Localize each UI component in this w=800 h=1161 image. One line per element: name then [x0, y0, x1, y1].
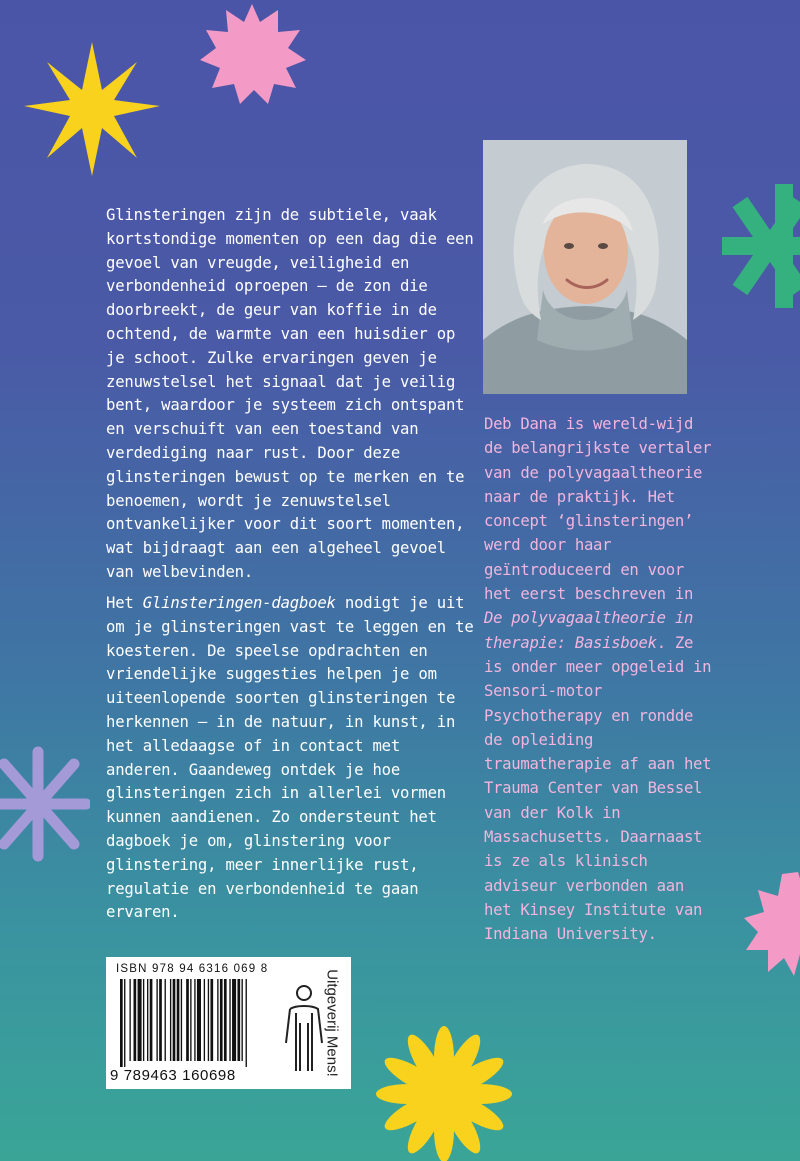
barcode-bar	[170, 979, 171, 1061]
yellow-star-icon	[22, 40, 162, 180]
barcode-bar	[181, 979, 182, 1061]
barcode-bar	[242, 979, 243, 1061]
yellow-flower-icon	[374, 1024, 514, 1161]
barcode-bar	[173, 979, 176, 1061]
barcode-bar	[229, 979, 230, 1061]
barcode-bar	[210, 979, 213, 1061]
author-portrait	[483, 140, 687, 394]
barcode-bar	[156, 979, 157, 1061]
barcode-bar	[129, 979, 130, 1061]
pink-burst-right-icon	[742, 870, 800, 980]
barcode-bars	[120, 979, 280, 1067]
paragraph-2-rest: nodigt je uit om je glinsteringen vast te leggen en te koesteren. De speelse opdrachten en vriendelijke suggesties helpen je om uiteenlopende soorten glinsteringen te herkennen — in de natuur, in kunst, in het alledaagse of in contact met anderen. Gaandeweg ontdek je hoe glinsteringen zich in allerlei vormen kunnen aandienen. Zo ondersteunt het dagboek je om, glinstering voor glinstering, meer innerlijke rust, regulatie en verbondenheid te gaan ervaren.	[106, 594, 474, 922]
barcode-bar	[134, 979, 137, 1061]
barcode-bar	[147, 979, 148, 1061]
author-bio	[484, 412, 720, 947]
barcode-bar	[220, 979, 223, 1061]
bio-book-title: De polyvagaaltheorie in therapie: Basisboek	[484, 609, 694, 652]
barcode-bar	[138, 979, 142, 1061]
barcode-bar	[190, 979, 191, 1061]
lilac-asterisk-icon	[0, 746, 90, 862]
description-paragraph-1: Glinsteringen zijn de subtiele, vaak kortstondige momenten op een dag die een gevoel van vreugde, veiligheid en verbondenheid oproepen — de zon die doorbreekt, de geur van koffie in de ochtend, de warmte van een huisdier op je schoot. Zulke ervaringen geven je zenuwstelsel het signaal dat je veilig bent, waardoor je systeem zich ontspant en verschuift van een toestand van verdediging naar rust. Door deze glinsteringen bewust op te merken en te benoemen, wordt je zenuwstelsel ontvankelijker voor dit soort momenten, wat bijdraagt aan een algeheel gevoel van welbevinden.	[106, 206, 474, 581]
human-figure-logo-icon	[282, 983, 326, 1075]
isbn-digits: 9 789463 160698	[110, 1067, 236, 1084]
barcode-panel	[106, 957, 351, 1089]
barcode-bar	[177, 979, 180, 1061]
green-asterisk-icon	[722, 182, 800, 310]
barcode-bar	[217, 979, 218, 1061]
barcode-bar	[120, 979, 123, 1067]
author-photo	[483, 140, 687, 394]
barcode-bar	[208, 979, 209, 1061]
barcode-bar	[186, 979, 189, 1061]
barcode-bar	[197, 979, 201, 1061]
barcode-bar	[237, 979, 240, 1061]
pink-burst-icon	[196, 0, 308, 104]
barcode-bar	[124, 979, 125, 1067]
description-paragraph-2	[106, 592, 478, 925]
publisher-name: Uitgeverij Mens!	[323, 969, 341, 1077]
barcode-bar	[246, 979, 247, 1067]
barcode-bar	[232, 979, 236, 1061]
bio-part-1: Deb Dana is wereld-wijd de belangrijkste vertaler van de polyvagaaltheorie naar de praktijk. Het concept ‘glinsteringen’ werd door haar geïntroduceerd en voor het eerst beschreven in	[484, 415, 712, 604]
book-title: Glinsteringen-dagboek	[142, 594, 336, 612]
barcode-bar	[204, 979, 205, 1061]
isbn-label: ISBN 978 94 6316 069 8	[116, 963, 269, 975]
barcode-bar	[224, 979, 227, 1061]
bio-part-2: . Ze is onder meer opgeleid in Sensori-motor Psychotherapy en rondde de opleiding traumatherapie af aan het Trauma Center van Bessel van der Kolk in Massachusetts. Daarnaast is ze als klinisch adviseur verbonden aan het Kinsey Institute van Indiana University.	[484, 633, 712, 944]
barcode-bar	[159, 979, 162, 1061]
paragraph-2-prefix: Het	[106, 594, 143, 612]
barcode-bar	[143, 979, 144, 1061]
barcode-bar	[150, 979, 153, 1061]
barcode-bar	[165, 979, 166, 1061]
barcode-bar	[194, 979, 195, 1061]
